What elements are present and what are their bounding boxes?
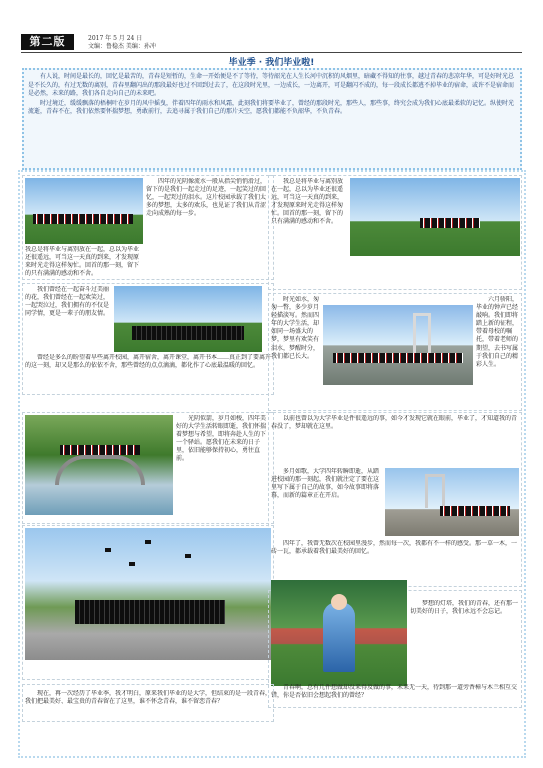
section-badge: 第二版	[21, 34, 74, 50]
story-text: 四年的光阴像流水一般从指尖悄悄滑过，留下的是我们一起走过的足迹，一起笑过的回忆，一起哭过的泪水。这片校园承载了我们太多的梦想，太多的欢乐，也见证了我们从青涩走向成熟的每一步。	[146, 178, 267, 218]
story-text: 现在，再一次经历了毕业季，我才明白，原来我们毕业的是大学，但结束的是一段青春，我们把最美好、最宝贵的青春留在了这里，谁不怀念青春，谁不留恋青春？	[25, 690, 271, 706]
intro-paragraph: 有人说，时间是最长的，回忆是最苦的，青春是短暂的，生命一开始便是不了等待，等待韶光在人生长河中沉积的风烟里，暗藏不得知的往事，越过青春的悲凉年华，可是好时光总是不长久的，有过无数的离别，青春里翻闪出的那段最好也过不回到过去了，在这段时光里，一边成长，一边离开，可是翻闪不成的，每一段成长都逃不掉毕业的宿命，或许不是宿命而是必然，未来的路，我们各自走向自己的未来吧。	[28, 73, 515, 98]
story-text: 以前也曾以为大学毕业是件很遥远的事，如今才发现它就在眼前，毕业了，才知道我的青春没了，梦却就在这里。	[271, 415, 518, 431]
story-text: 光阴似箭，岁月如梭，四年美好的大学生活转眼即逝，我们怀揣着梦想与希望，即将奔赴人生的下一个驿站。愿我们在未来的日子里，依旧能够保持初心，勇往直前。	[176, 415, 267, 463]
monument-photo	[385, 468, 519, 536]
campus-lake-photo	[350, 178, 520, 256]
story-text: 多月如歌，大学四年转瞬即逝，从踏进校园的那一刻起，我们就注定了要在这里写下属于自己的故事，如今故事即将落幕，而新的篇章正在开启。	[271, 468, 380, 500]
stone-bridge-photo	[25, 415, 173, 515]
story-text: 四年了，我曾无数次在校园里漫步，然而每一次，我都有不一样的感受。那一草一木，一砖一瓦，都承载着我们最美好的回忆。	[271, 540, 518, 556]
intro-paragraph: 时过境迁，缓缓飘落的梧桐叶在岁月的风中摇曳，伴着四年的雨水和风霜，此刻我们将要毕业了，曾经的那段时光，那些人，那些事，终究会成为我们心底最柔软的记忆。纵使时光流逝，青春不在，我们依然要怀揣梦想，勇敢前行，去追寻属于我们自己的那片天空，愿我们都能不负韶华，不负青春。	[28, 99, 515, 116]
header-rule	[21, 52, 522, 53]
intro-box	[22, 68, 522, 170]
story-text-cont: 曾经是多么的盼望着早些离开校园，离开宿舍，离开课堂，离开书本……真正到了要离开的这一刻，却又是那么的依依不舍，那些曾经的点点滴滴，都化作了心底最温暖的回忆。	[25, 354, 271, 370]
story-text: 梦想的灯塔，我们的青春，还有那一切美好的日子，我们永远不会忘记。	[410, 600, 519, 616]
story-text: 时光如水，匆匆一瞥，多少岁月轻描淡写。然而四年的大学生活，却如同一场盛大的梦，梦里有欢笑有泪水，梦醒时分，我们都已长大。	[271, 296, 320, 360]
cap-toss-photo	[25, 528, 271, 660]
field-graduates-photo	[271, 580, 407, 686]
story-text: 我总是将毕业与离别放在一起，总以为毕业还很遥远，可当这一天真的到来，才发现原来时光走得这样匆忙。回首的那一刻，留下的只有满满的感动和不舍。	[271, 178, 344, 226]
editors-credit: 文编：鲁稳杰 美编：孙冲	[88, 43, 156, 50]
story-text: 青春啊，总有几件想做却没来得及做的事，未来无一天，待到那一道旁香樟与木兰相互交错，你是否依旧会想起我们的曾经？	[271, 684, 518, 700]
story-text-cont: 我总是将毕业与离别放在一起，总以为毕业还很遥远，可当这一天真的到来，才发现原来时光走得这样匆忙。回首的那一刻，留下的只有满满的感动和不舍。	[25, 246, 140, 278]
article-title: 毕业季 · 我们毕业啦!	[228, 58, 315, 68]
story-text: 我们曾经在一起奋斗过美丽的花，我们曾经在一起欢笑过，一起哭泣过，我们拥有的不仅是同学情，更是一辈子的朋友情。	[25, 286, 110, 318]
campus-lawn-photo	[25, 178, 143, 244]
monument-group-photo	[323, 305, 473, 385]
graduation-group-photo	[114, 286, 262, 352]
issue-date: 2017 年 5 月 24 日	[88, 35, 143, 42]
story-text: 六月骄阳，毕业的钟声已经敲响。我们即将踏上新的征程，带着母校的嘱托，带着老师的期望，去书写属于我们自己的精彩人生。	[476, 296, 519, 368]
